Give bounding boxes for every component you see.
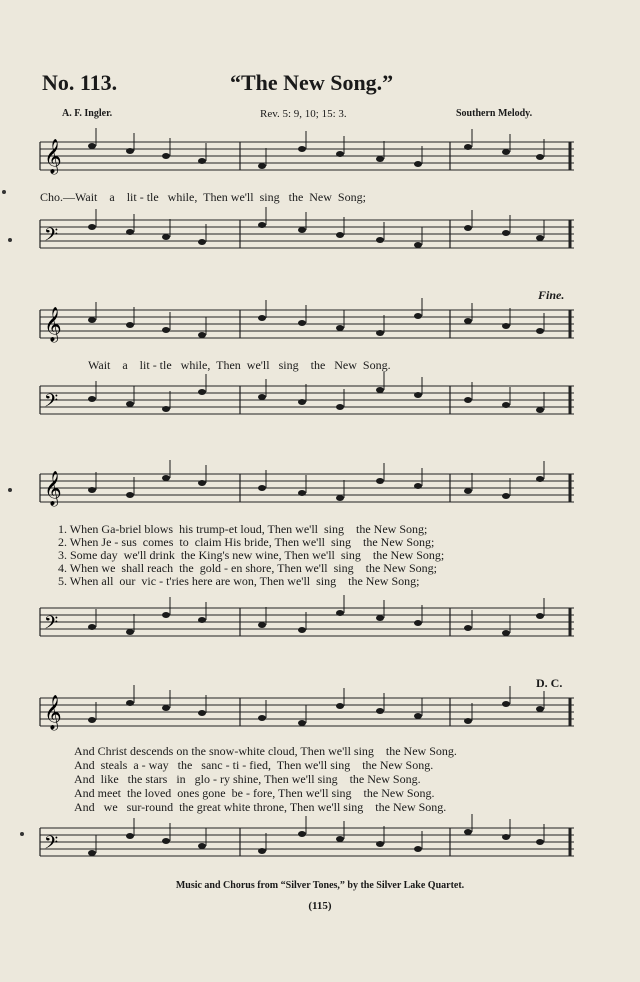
lyric-line: Wait a lit - tle while, Then we'll sing the New Song. (88, 358, 391, 372)
note-head (88, 717, 96, 723)
treble-staff (40, 138, 574, 174)
note-head (464, 488, 472, 494)
note-head (502, 493, 510, 499)
note-head (162, 327, 170, 333)
note-head (298, 627, 306, 633)
note-head (336, 703, 344, 709)
note-head (464, 318, 472, 324)
note-head (198, 480, 206, 486)
note-head (88, 143, 96, 149)
note-head (298, 490, 306, 496)
note-head (536, 839, 544, 845)
tune-credit: Southern Melody. (456, 108, 533, 119)
margin-speck (8, 238, 12, 242)
note-head (258, 485, 266, 491)
note-head (414, 313, 422, 319)
note-head (198, 843, 206, 849)
verse-line: 2. When Je - sus comes to claim His bride, Then we'll sing the New Song; (58, 535, 435, 549)
refrain-line: And like the stars in glo - ry shine, Then we'll sing the New Song. (74, 772, 421, 786)
treble-staff-lines (40, 694, 574, 730)
note-head (162, 838, 170, 844)
note-head (298, 831, 306, 837)
note-head (126, 833, 134, 839)
bass-staff-lines (40, 216, 574, 252)
note-head (162, 612, 170, 618)
note-head (298, 399, 306, 405)
margin-speck (2, 190, 6, 194)
note-head (88, 396, 96, 402)
note-head (536, 328, 544, 334)
refrain-line: And we sur-round the great white throne, Then we'll sing the New Song. (74, 800, 447, 814)
bass-clef-icon: 𝄢 (44, 391, 59, 416)
margin-speck (20, 832, 24, 836)
note-head (376, 387, 384, 393)
note-head (298, 720, 306, 726)
note-head (258, 622, 266, 628)
note-head (198, 332, 206, 338)
note-head (198, 239, 206, 245)
verse-line: 4. When we shall reach the gold - en shore, Then we'll sing the New Song; (58, 561, 437, 575)
note-head (162, 475, 170, 481)
note-head (298, 320, 306, 326)
verse-line: 1. When Ga-briel blows his trump-et loud, Then we'll sing the New Song; (58, 522, 428, 536)
bass-staff (40, 824, 574, 860)
note-head (336, 151, 344, 157)
note-head (414, 713, 422, 719)
fine-mark: Fine. (538, 288, 565, 302)
treble-staff (40, 694, 574, 730)
note-head (126, 229, 134, 235)
note-head (502, 323, 510, 329)
note-head (502, 701, 510, 707)
note-head (376, 841, 384, 847)
treble-clef-icon: 𝄞 (44, 307, 62, 342)
note-head (336, 836, 344, 842)
bass-clef-icon: 𝄢 (44, 833, 59, 858)
note-head (298, 227, 306, 233)
note-head (536, 235, 544, 241)
treble-staff-lines (40, 306, 574, 342)
note-head (376, 708, 384, 714)
refrain-line: And steals a - way the sanc - ti - fied, Then we'll sing the New Song. (74, 758, 434, 772)
note-head (464, 718, 472, 724)
note-head (414, 392, 422, 398)
note-head (414, 846, 422, 852)
bass-clef-icon: 𝄢 (44, 225, 59, 250)
note-head (336, 325, 344, 331)
note-head (502, 834, 510, 840)
note-head (162, 234, 170, 240)
note-head (536, 154, 544, 160)
note-head (126, 700, 134, 706)
bass-staff-lines (40, 824, 574, 860)
note-head (198, 617, 206, 623)
page-number: (115) (308, 900, 332, 912)
bass-staff (40, 604, 574, 640)
note-head (126, 629, 134, 635)
refrain-line: And Christ descends on the snow-white cloud, Then we'll sing the New Song. (74, 744, 457, 758)
note-head (536, 706, 544, 712)
note-head (258, 848, 266, 854)
note-head (126, 401, 134, 407)
note-head (464, 144, 472, 150)
refrain-line: And meet the loved ones gone be - fore, Then we'll sing the New Song. (74, 786, 435, 800)
note-head (464, 625, 472, 631)
bass-staff (40, 216, 574, 252)
bass-clef-icon: 𝄢 (44, 613, 59, 638)
note-head (126, 492, 134, 498)
note-head (336, 404, 344, 410)
note-head (88, 224, 96, 230)
note-head (414, 620, 422, 626)
note-head (414, 242, 422, 248)
bass-staff-lines (40, 382, 574, 418)
treble-staff-lines (40, 470, 574, 506)
note-head (258, 222, 266, 228)
treble-staff-lines (40, 138, 574, 174)
bass-staff-lines (40, 604, 574, 640)
note-head (198, 710, 206, 716)
note-head (502, 630, 510, 636)
author-credit: A. F. Ingler. (62, 108, 113, 119)
note-head (88, 624, 96, 630)
treble-staff (40, 470, 574, 506)
note-head (336, 610, 344, 616)
note-head (464, 225, 472, 231)
note-head (126, 322, 134, 328)
treble-staff (40, 306, 574, 342)
note-head (198, 158, 206, 164)
margin-speck (8, 488, 12, 492)
note-head (336, 232, 344, 238)
note-head (464, 829, 472, 835)
note-head (376, 615, 384, 621)
note-head (536, 476, 544, 482)
note-head (376, 330, 384, 336)
note-head (502, 149, 510, 155)
note-head (502, 230, 510, 236)
note-head (336, 495, 344, 501)
note-head (298, 146, 306, 152)
hymn-number: No. 113. (42, 70, 118, 95)
treble-clef-icon: 𝄞 (44, 695, 62, 730)
note-head (258, 163, 266, 169)
note-head (376, 478, 384, 484)
note-head (162, 705, 170, 711)
note-head (414, 161, 422, 167)
note-head (376, 156, 384, 162)
note-head (162, 406, 170, 412)
lyric-line: Cho.—Wait a lit - tle while, Then we'll sing the New Song; (40, 190, 366, 204)
note-head (88, 487, 96, 493)
note-head (258, 715, 266, 721)
note-head (376, 237, 384, 243)
note-head (88, 850, 96, 856)
music-source-credit: Music and Chorus from “Silver Tones,” by the Silver Lake Quartet. (175, 880, 465, 891)
dc-mark: D. C. (536, 676, 563, 690)
note-head (258, 394, 266, 400)
note-head (536, 407, 544, 413)
verse-line: 3. Some day we'll drink the King's new wine, Then we'll sing the New Song; (58, 548, 445, 562)
note-head (258, 315, 266, 321)
hymn-title: “The New Song.” (230, 70, 394, 95)
note-head (414, 483, 422, 489)
treble-clef-icon: 𝄞 (44, 139, 62, 174)
verse-line: 5. When all our vic - t'ries here are won, Then we'll sing the New Song; (58, 574, 420, 588)
bass-staff (40, 382, 574, 418)
note-head (464, 397, 472, 403)
note-head (198, 389, 206, 395)
note-head (162, 153, 170, 159)
note-head (536, 613, 544, 619)
treble-clef-icon: 𝄞 (44, 471, 62, 506)
scripture-reference: Rev. 5: 9, 10; 15: 3. (260, 108, 347, 120)
note-head (88, 317, 96, 323)
note-head (126, 148, 134, 154)
note-head (502, 402, 510, 408)
